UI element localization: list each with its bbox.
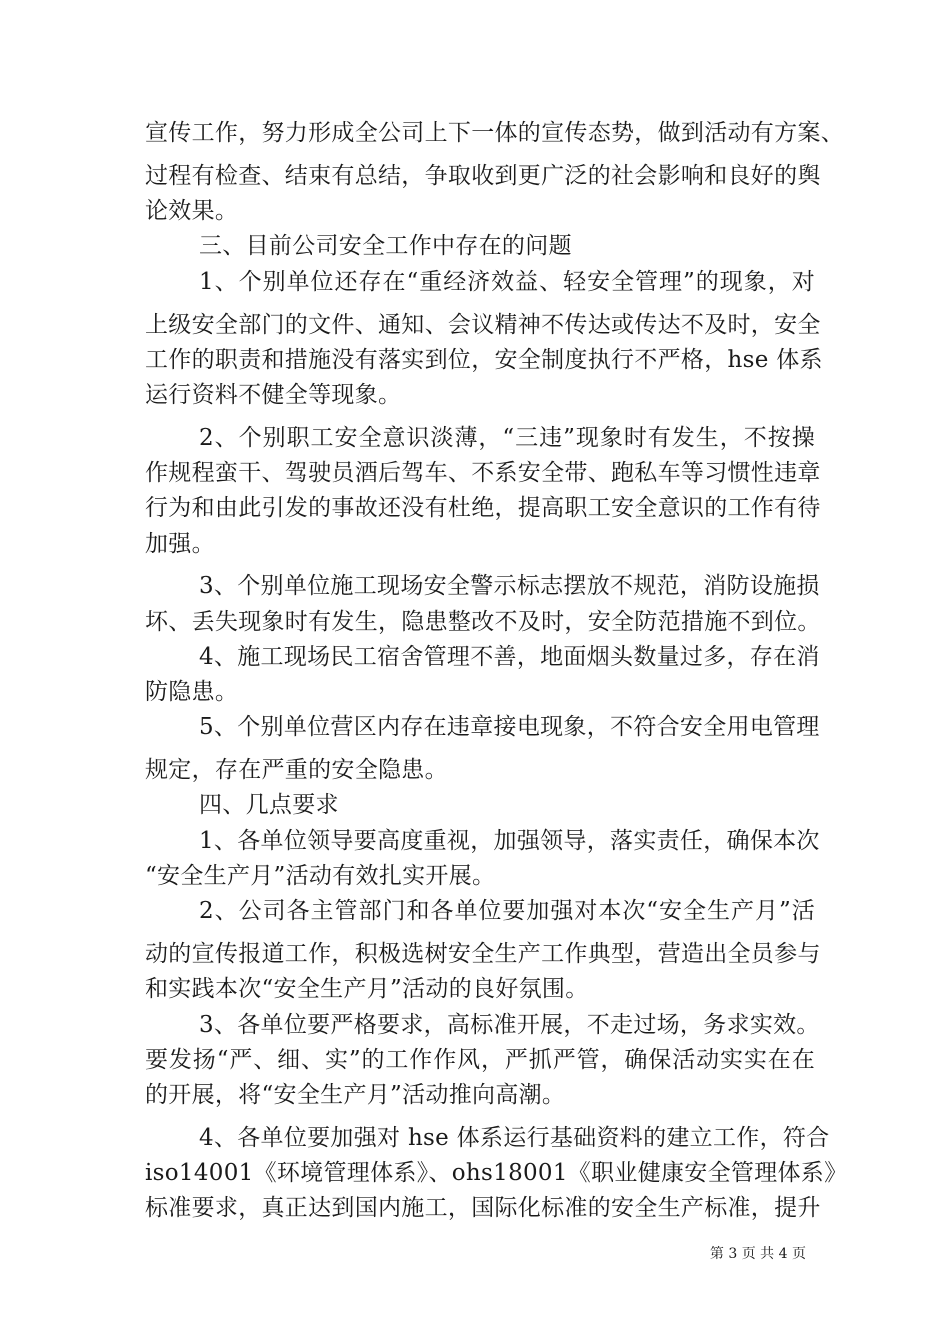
text-line: 防隐患。 bbox=[145, 679, 239, 705]
text-line: 4、施工现场民工宿舍管理不善，地面烟头数量过多，存在消 bbox=[199, 644, 820, 670]
text-line: 4、各单位要加强对 hse 体系运行基础资料的建立工作，符合 bbox=[199, 1125, 830, 1151]
text-line: iso14001《环境管理体系》、ohs18001《职业健康安全管理体系》 bbox=[145, 1160, 848, 1186]
text-line: 2、个别职工安全意识淡薄，“三违”现象时有发生，不按操 bbox=[199, 425, 815, 451]
text-line: 加强。 bbox=[145, 531, 215, 557]
text-line: 和实践本次“安全生产月”活动的良好氛围。 bbox=[145, 976, 589, 1002]
text-line: 工作的职责和措施没有落实到位，安全制度执行不严格，hse 体系 bbox=[145, 347, 823, 373]
text-line: 行为和由此引发的事故还没有杜绝，提高职工安全意识的工作有待 bbox=[145, 495, 821, 521]
text-line: 3、个别单位施工现场安全警示标志摆放不规范，消防设施损 bbox=[199, 573, 820, 599]
page-number: 第 3 页 共 4 页 bbox=[709, 1246, 806, 1262]
text-line: 1、个别单位还存在“重经济效益、轻安全管理”的现象，对 bbox=[199, 269, 815, 295]
text-line: 3、各单位要严格要求，高标准开展，不走过场，务求实效。 bbox=[199, 1012, 820, 1038]
text-line: 过程有检查、结束有总结，争取收到更广泛的社会影响和良好的舆 bbox=[145, 163, 821, 189]
text-line: 2、公司各主管部门和各单位要加强对本次“安全生产月”活 bbox=[199, 898, 815, 924]
text-line: 规定，存在严重的安全隐患。 bbox=[145, 757, 448, 783]
text-line: 的开展，将“安全生产月”活动推向高潮。 bbox=[145, 1082, 566, 1108]
text-line: 5、个别单位营区内存在违章接电现象，不符合安全用电管理 bbox=[199, 714, 820, 740]
section-heading: 三、目前公司安全工作中存在的问题 bbox=[199, 233, 572, 259]
section-heading: 四、几点要求 bbox=[199, 792, 339, 818]
text-line: 论效果。 bbox=[145, 198, 239, 224]
text-line: 作规程蛮干、驾驶员酒后驾车、不系安全带、跑私车等习惯性违章 bbox=[145, 460, 821, 486]
text-line: 1、各单位领导要高度重视，加强领导，落实责任，确保本次 bbox=[199, 828, 820, 854]
text-line: 标准要求，真正达到国内施工，国际化标准的安全生产标准，提升 bbox=[145, 1195, 821, 1221]
text-line: “安全生产月”活动有效扎实开展。 bbox=[145, 863, 496, 889]
text-line: 要发扬“严、细、实”的工作作风，严抓严管，确保活动实实在在 bbox=[145, 1047, 815, 1073]
text-line: 动的宣传报道工作，积极选树安全生产工作典型，营造出全员参与 bbox=[145, 941, 821, 967]
text-line: 上级安全部门的文件、通知、会议精神不传达或传达不及时，安全 bbox=[145, 312, 821, 338]
text-line: 坏、丢失现象时有发生，隐患整改不及时，安全防范措施不到位。 bbox=[145, 609, 821, 635]
text-line: 运行资料不健全等现象。 bbox=[145, 382, 402, 408]
text-line: 宣传工作，努力形成全公司上下一体的宣传态势，做到活动有方案、 bbox=[145, 120, 844, 146]
